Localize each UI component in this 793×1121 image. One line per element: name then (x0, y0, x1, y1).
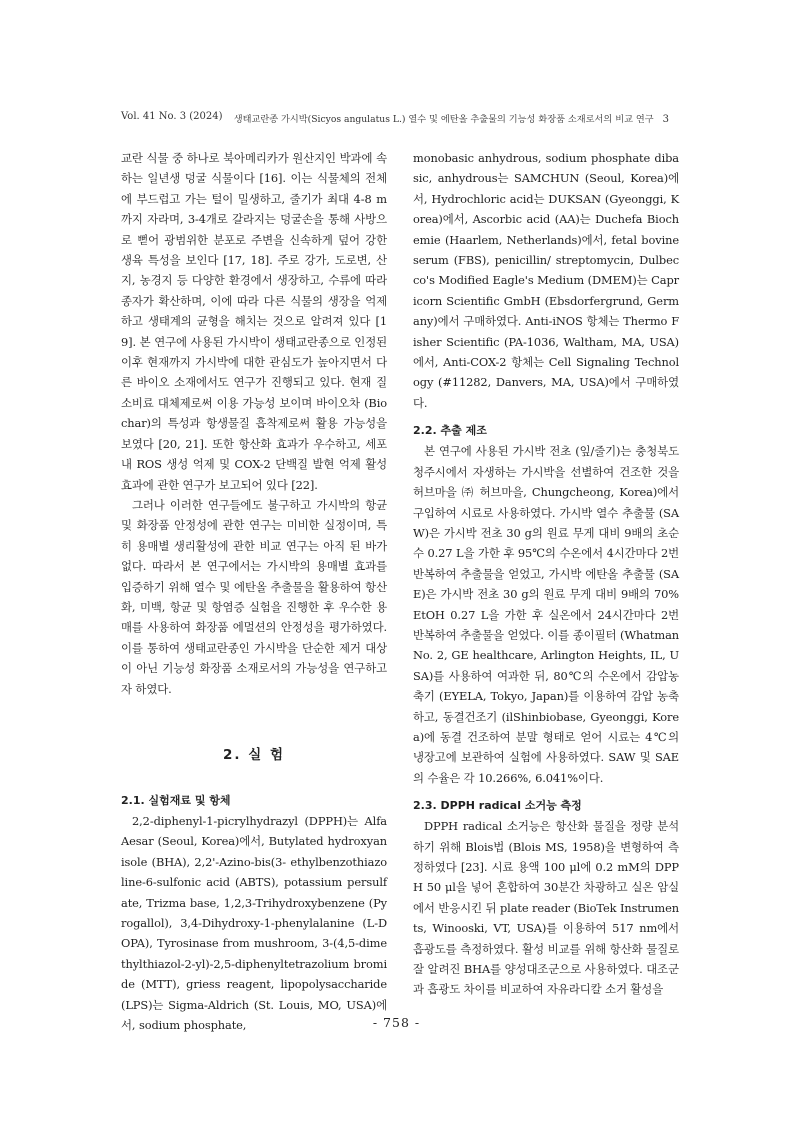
intro-paragraph-1: 교란 식물 중 하나로 북아메리카가 원산지인 박과에 속하는 일년생 덩굴 식물이다 [16]. 이는 식물체의 전체에 부드럽고 가는 털이 밀생하고, 줄기가 최대 4-8 m까지 자라며, 3-4개로 갈라지는 덩굴손을 통해 사방으로 뻗어 광범위한 분포로 주변을 신속하게 덮어 강한 생육 특성을 보인다 [17, 18]. 주로 강가, 도로변, 산지, 농경지 등 다양한 환경에서 생장하고, 수류에 따라 종자가 확산하며, 이에 따라 다른 식물의 생장을 억제하고 생태계의 균형을 해치는 것으로 알려져 있다 [19]. 본 연구에 사용된 가시박이 생태교란종으로 인정된 이후 현재까지 가시박에 대한 관심도가 높아지면서 다른 바이오 소재에서도 연구가 진행되고 있다. 현재 질소비료 대체제로써 이용 가능성 보이며 바이오차 (Biochar)의 특성과 항생물질 흡착제로써 활용 가능성을 보였다 [20, 21]. 또한 항산화 효과가 우수하고, 세포 내 ROS 생성 억제 및 COX-2 단백질 발현 억제 활성 효과에 관한 연구가 보고되어 있다 [22]. (121, 151, 387, 492)
section-title: 2. 실 험 (222, 746, 285, 763)
journal-volume: Vol. 41 No. 3 (2024) (121, 111, 223, 122)
page-number-footer: - 758 - (372, 1015, 421, 1030)
materials-paragraph: 2,2-diphenyl-1-picrylhydrazyl (DPPH)는 Alfa Aesar (Seoul, Korea)에서, Butylated hydroxyanisole (BHA), 2,2'-Azino-bis(3- ethylbenzothiazoline-6-sulfonic acid (ABTS), potassium persulfate, Trizma base, 1,2,3-Trihydroxybenzene (Pyrogallol), 3,4-Dihydroxy-1-phenylalanine (L-DOPA), Tyrosinase from mushroom, 3-(4,5-dimethylthiazol-2-yl)-2,5-diphenyltetrazolium bromide (MTT), griess reagent, lipopolysaccharide (LPS)는 Sigma-Aldrich (St. Louis, MO, USA)에서, sodium phosphate, (121, 813, 387, 1033)
extraction-paragraph: 본 연구에 사용된 가시박 전초 (잎/줄기)는 충청북도 청주시에서 자생하는 가시박을 선별하여 건조한 것을 허브마을 ㈜ 허브마을, Chungcheong, Korea)에서 구입하여 시료로 사용하였다. 가시박 열수 추출물 (SAW)은 가시박 전초 30 g의 원료 무게 대비 9배의 초순수 0.27 L을 가한 후 95℃의 수온에서 4시간마다 2번 반복하여 추출물을 얻었고, 가시박 에탄올 추출물 (SAE)은 가시박 전초 30 g의 원료 무게 대비 9배의 70% EtOH 0.27 L을 가한 후 실온에서 24시간마다 2번 반복하여 추출물을 얻었다. 이를 종이필터 (Whatman No. 2, GE healthcare, Arlington Heights, IL, USA)를 사용하여 여과한 뒤, 80℃의 수온에서 감압농축기 (EYELA, Tokyo, Japan)를 이용하여 감압 농축하고, 동결건조기 (ilShinbiobase, Gyeonggi, Korea)에 동결 건조하여 분말 형태로 얻어 시료는 4℃의 냉장고에 보관하여 실험에 사용하였다. SAW 및 SAE의 수율은 각 10.266%, 6.041%이다. (413, 444, 679, 785)
left-column (121, 148, 387, 1035)
subsection-2-3-title: 2.3. DPPH radical 소거능 측정 (413, 799, 582, 813)
dpph-paragraph: DPPH radical 소거능은 항산화 물질을 정량 분석하기 위해 Blois법 (Blois MS, 1958)을 변형하여 측정하였다 [23]. 시료 용액 100 μl에 0.2 mM의 DPPH 50 μl을 넣어 혼합하여 30분간 차광하고 실온 암실에서 반응시킨 뒤 plate reader (BioTek Instruments, Winooski, VT, USA)를 이용하여 517 nm에서 흡광도를 측정하였다. 활성 비교를 위해 항산화 물질로 잘 알려진 BHA를 양성대조군으로 사용하였다. 대조군과 흡광도 차이를 비교하여 자유라디칼 소거 활성을 (413, 819, 679, 997)
right-column (413, 148, 679, 1000)
running-header (121, 111, 669, 129)
header-page-number: 3 (662, 114, 669, 125)
intro-paragraph-2: 그러나 이러한 연구들에도 불구하고 가시박의 항균 및 화장품 안정성에 관한 연구는 미비한 실정이며, 특히 용매별 생리활성에 관한 비교 연구는 아직 된 바가 없다. 따라서 본 연구에서는 가시박의 용매별 효과를 입증하기 위해 열수 및 에탄올 추출물을 활용하여 항산화, 미백, 항균 및 항염증 실험을 진행한 후 우수한 용매를 사용하여 화장품 에멀션의 안정성을 평가하였다. 이를 통하여 생태교란종인 가시박을 단순한 제거 대상이 아닌 기능성 화장품 소재로서의 가능성을 연구하고자 하였다. (121, 497, 387, 696)
subsection-2-1-title: 2.1. 실험재료 및 항체 (121, 793, 231, 807)
subsection-2-2-title: 2.2. 추출 제조 (413, 424, 487, 438)
running-title-text: 생태교란종 가시박(Sicyos angulatus L.) 열수 및 에탄올 추출물의 기능성 화장품 소재로서의 비교 연구 (233, 114, 654, 125)
materials-paragraph-cont: monobasic anhydrous, sodium phosphate dibasic, anhydrous는 SAMCHUN (Seoul, Korea)에서, Hydrochloric acid는 DUKSAN (Gyeonggi, Korea)에서, Ascorbic acid (AA)는 Duchefa Biochemie (Haarlem, Netherlands)에서, fetal bovine serum (FBS), penicillin/ streptomycin, Dulbecco's Modified Eagle's Medium (DMEM)는 Capricorn Scientific GmbH (Ebsdorfergrund, Germany)에서 구매하였다. Anti-iNOS 항체는 Thermo Fisher Scientific (PA-1036, Waltham, MA, USA)에서, Anti-COX-2 항체는 Cell Signaling Technology (#11282, Danvers, MA, USA)에서 구매하였다. (413, 151, 679, 410)
running-title (234, 111, 669, 125)
